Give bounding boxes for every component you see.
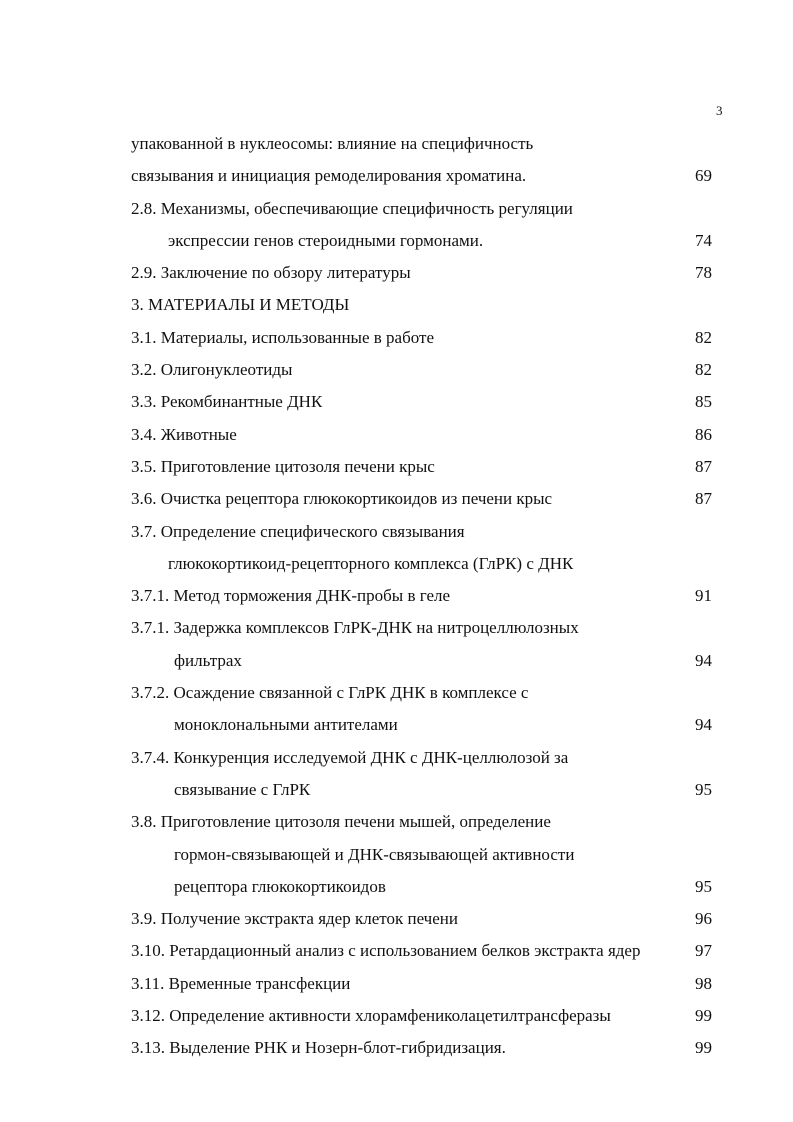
- toc-line: [0, 839, 793, 871]
- toc-page-number: 96: [695, 909, 712, 929]
- toc-line: [0, 386, 793, 418]
- toc-page-number: 74: [695, 230, 712, 250]
- toc-entry-text: 3.9. Получение экстракта ядер клеток печени: [131, 909, 458, 929]
- toc-line: [0, 225, 793, 257]
- toc-page-number: 98: [695, 973, 712, 993]
- toc-line: [0, 354, 793, 386]
- toc-page-number: 69: [695, 166, 712, 186]
- table-of-contents: [0, 128, 793, 1065]
- toc-page-number: 94: [695, 715, 712, 735]
- toc-entry-text: 3.8. Приготовление цитозоля печени мышей, определение: [131, 812, 551, 832]
- toc-line: [0, 645, 793, 677]
- toc-entry-text: гормон-связывающей и ДНК-связывающей активности: [174, 844, 575, 864]
- toc-page-number: 97: [695, 941, 712, 961]
- toc-line: [0, 193, 793, 225]
- toc-page-number: 86: [695, 424, 712, 444]
- toc-line: [0, 709, 793, 741]
- toc-line: [0, 451, 793, 483]
- toc-page-number: 82: [695, 327, 712, 347]
- toc-entry-text: 3.7.1. Метод торможения ДНК-пробы в геле: [131, 586, 451, 606]
- toc-entry-text: упакованной в нуклеосомы: влияние на специфичность: [131, 134, 534, 153]
- toc-line: [0, 1032, 793, 1064]
- toc-page-number: 85: [695, 392, 712, 412]
- toc-entry-text: 3.7.4. Конкуренция исследуемой ДНК с ДНК-целлюлозой за: [131, 747, 569, 767]
- page-number: 3: [716, 103, 723, 118]
- toc-line: [0, 774, 793, 806]
- toc-line: [0, 871, 793, 903]
- toc-entry-text: 3.11. Временные трансфекции: [131, 973, 351, 993]
- toc-page-number: 99: [695, 1006, 712, 1026]
- toc-page-number: 94: [695, 650, 712, 670]
- toc-line: [0, 548, 793, 580]
- toc-line: [0, 516, 793, 548]
- toc-line: [0, 419, 793, 451]
- toc-line: [0, 483, 793, 515]
- toc-entry-text: 3.13. Выделение РНК и Нозерн-блот-гибридизация.: [131, 1038, 506, 1058]
- toc-entry-text: 2.8. Механизмы, обеспечивающие специфичность регуляции: [131, 198, 573, 218]
- toc-line: [0, 257, 793, 289]
- toc-entry-text: экспрессии генов стероидными гормонами.: [168, 230, 484, 250]
- toc-entry-text: моноклональными антителами: [174, 715, 398, 735]
- toc-entry-text: 3.7. Определение специфического связывания: [131, 521, 465, 541]
- toc-entry-text: 3.4. Животные: [131, 424, 237, 444]
- toc-page-number: 78: [695, 263, 712, 283]
- toc-page-number: 82: [695, 360, 712, 380]
- toc-entry-text: 3.2. Олигонуклеотиды: [131, 360, 293, 380]
- toc-entry-text: 3.12. Определение активности хлорамфениколацетилтрансферазы: [131, 1006, 611, 1026]
- toc-line: [0, 1000, 793, 1032]
- toc-entry-text: 3.10. Ретардационный анализ с использованием белков экстракта ядер: [131, 941, 641, 961]
- toc-page-number: 99: [695, 1038, 712, 1058]
- toc-entry-text: глюкокортикоид-рецепторного комплекса (ГлРК) с ДНК: [168, 553, 574, 573]
- toc-entry-text: связывания и инициация ремоделирования хроматина.: [131, 166, 527, 186]
- toc-entry-text: 3.7.1. Задержка комплексов ГлРК-ДНК на нитроцеллюлозных: [131, 618, 579, 638]
- toc-entry-text: 3.6. Очистка рецептора глюкокортикоидов из печени крыс: [131, 489, 553, 509]
- toc-line: [0, 580, 793, 612]
- toc-entry-text: 3.1. Материалы, использованные в работе: [131, 327, 434, 347]
- toc-page-number: 95: [695, 779, 712, 799]
- toc-line: [0, 677, 793, 709]
- toc-section-heading: [0, 289, 793, 321]
- toc-line: [0, 968, 793, 1000]
- toc-page-number: 95: [695, 876, 712, 896]
- toc-entry-text: фильтрах: [174, 650, 242, 670]
- toc-line: [0, 128, 793, 160]
- toc-line: [0, 806, 793, 838]
- toc-line: [0, 935, 793, 967]
- toc-page-number: 91: [695, 586, 712, 606]
- toc-page-number: 87: [695, 489, 712, 509]
- toc-entry-text: 3. МАТЕРИАЛЫ И МЕТОДЫ: [131, 295, 350, 315]
- toc-entry-text: 2.9. Заключение по обзору литературы: [131, 263, 411, 283]
- toc-line: [0, 160, 793, 192]
- toc-entry-text: рецептора глюкокортикоидов: [174, 876, 386, 896]
- toc-line: [0, 612, 793, 644]
- toc-entry-text: 3.5. Приготовление цитозоля печени крыс: [131, 456, 435, 476]
- toc-entry-text: 3.3. Рекомбинантные ДНК: [131, 392, 323, 412]
- toc-line: [0, 322, 793, 354]
- toc-line: [0, 903, 793, 935]
- toc-entry-text: 3.7.2. Осаждение связанной с ГлРК ДНК в комплексе с: [131, 683, 529, 703]
- toc-page-number: 87: [695, 456, 712, 476]
- toc-line: [0, 742, 793, 774]
- toc-entry-text: связывание с ГлРК: [174, 779, 311, 799]
